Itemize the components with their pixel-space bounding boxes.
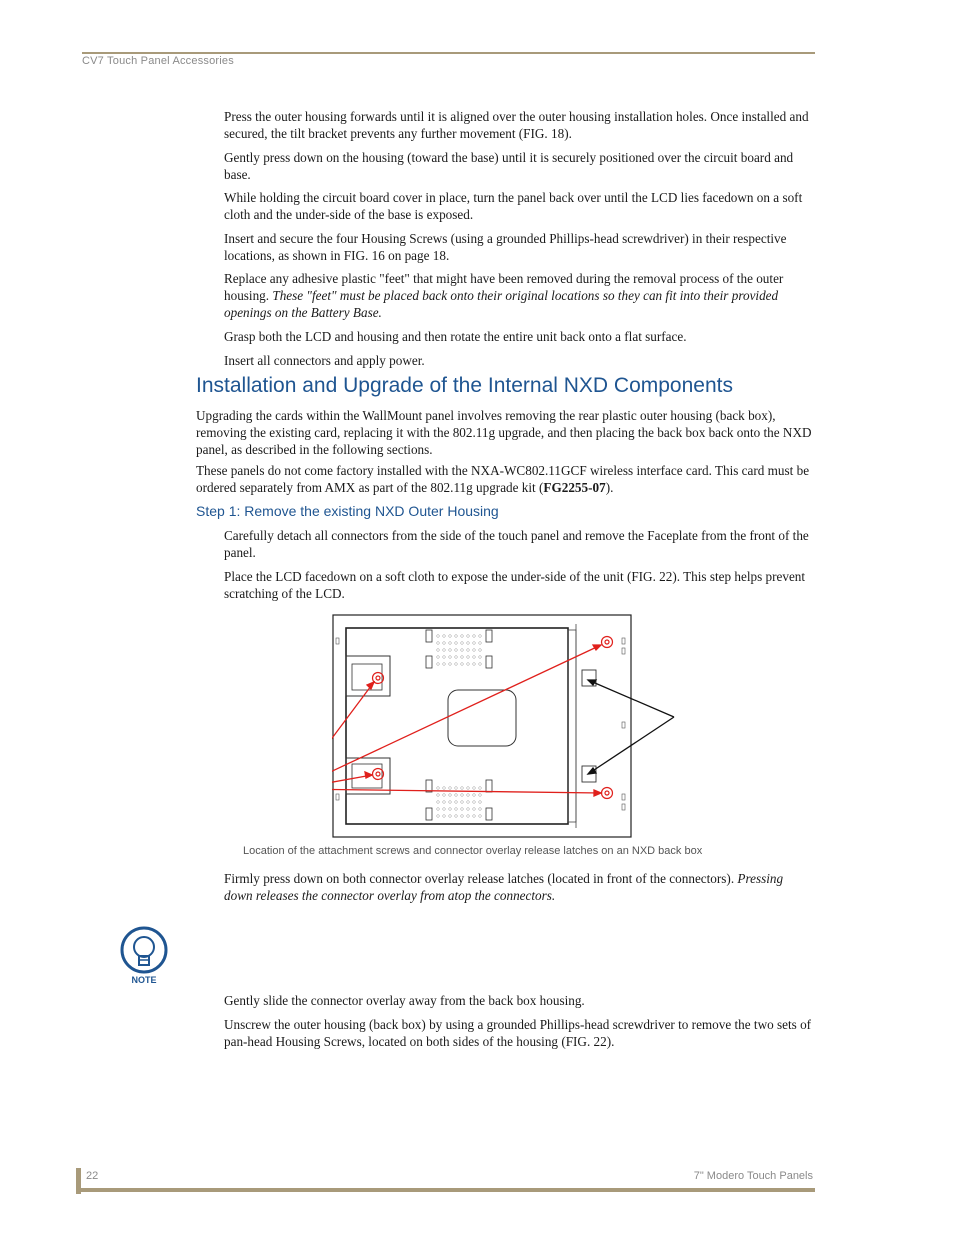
- back-box-diagram: [332, 614, 682, 840]
- kit-text-end: ).: [605, 480, 614, 495]
- feet-italic-note: These "feet" must be placed back onto their original locations so they can fit into their provided openings on the Battery Base.: [224, 288, 779, 320]
- step-paragraph: Place the LCD facedown on a soft cloth to expose the under-side of the unit (FIG. 22). This step helps prevent scratching of the LCD.: [224, 569, 806, 601]
- figure-caption: Location of the attachment screws and connector overlay release latches on an NXD back box: [243, 845, 703, 857]
- feet-paragraph: [224, 270, 814, 321]
- body-paragraph: Insert and secure the four Housing Screws (using a grounded Phillips-head screwdriver) in their respective locations, as shown in FIG. 16 on page 18.: [224, 231, 787, 263]
- latch-text: Firmly press down on both connector overlay release latches (located in front of the connectors).: [224, 871, 738, 886]
- back-box-figure: [332, 614, 682, 845]
- center-cutout: [448, 690, 516, 746]
- section-heading: Installation and Upgrade of the Internal NXD Components: [196, 374, 733, 397]
- body-paragraph: Gently press down on the housing (toward the base) until it is securely positioned over the circuit board and base.: [224, 150, 794, 182]
- footer-title: 7" Modero Touch Panels: [693, 1170, 813, 1182]
- footer-rule: [76, 1188, 815, 1192]
- body-paragraph: Press the outer housing forwards until it is aligned over the outer housing installation holes. Once installed and secured, the tilt bracket prevents any further movement (FIG. 18).: [224, 109, 809, 141]
- latch-paragraph: [224, 870, 814, 904]
- outer-housing-outline: [333, 615, 631, 837]
- housing-screw-markers: [373, 637, 613, 799]
- body-paragraph: Grasp both the LCD and housing and then rotate the entire unit back onto a flat surface.: [224, 329, 687, 344]
- body-paragraph: Unscrew the outer housing (back box) by using a grounded Phillips-head screwdriver to remove the two sets of pan-head Housing Screws, located on both sides of the housing (FIG. 22).: [224, 1017, 812, 1049]
- kit-text: These panels do not come factory installed with the NXA-WC802.11GCF wireless interface card. This card must be ordered separately from AMX as part of the 802.11g upgrade kit (: [196, 463, 810, 495]
- running-header: CV7 Touch Panel Accessories: [82, 55, 234, 67]
- page-number: 22: [86, 1170, 99, 1182]
- body-paragraph: Gently slide the connector overlay away from the back box housing.: [224, 993, 585, 1008]
- kit-paragraph: [196, 462, 814, 496]
- body-paragraph: While holding the circuit board cover in place, turn the panel back over until the LCD lies facedown on a soft cloth and the under-side of the base is exposed.: [224, 190, 803, 222]
- vent-grid-top: [437, 635, 482, 666]
- latch-italic-note: Pressing down releases the connector overlay from atop the connectors.: [224, 871, 784, 903]
- note-lightbulb-icon: [120, 926, 168, 993]
- header-rule: [82, 52, 815, 54]
- body-paragraph: Insert all connectors and apply power.: [224, 353, 425, 368]
- step-heading: Step 1: Remove the existing NXD Outer Housing: [196, 503, 499, 519]
- feet-text: Replace any adhesive plastic "feet" that might have been removed during the removal process of the outer housing.: [224, 271, 784, 303]
- section-intro: Upgrading the cards within the WallMount panel involves removing the rear plastic outer housing (back box), removing the existing card, replacing it with the 802.11g upgrade, and then placing the back box back onto the NXD panel, as described in the following sections.: [196, 408, 812, 457]
- kit-code: FG2255-07: [543, 480, 606, 495]
- note-label: NOTE: [131, 975, 157, 985]
- step-paragraph: Carefully detach all connectors from the side of the touch panel and remove the Faceplate from the front of the panel.: [224, 528, 809, 560]
